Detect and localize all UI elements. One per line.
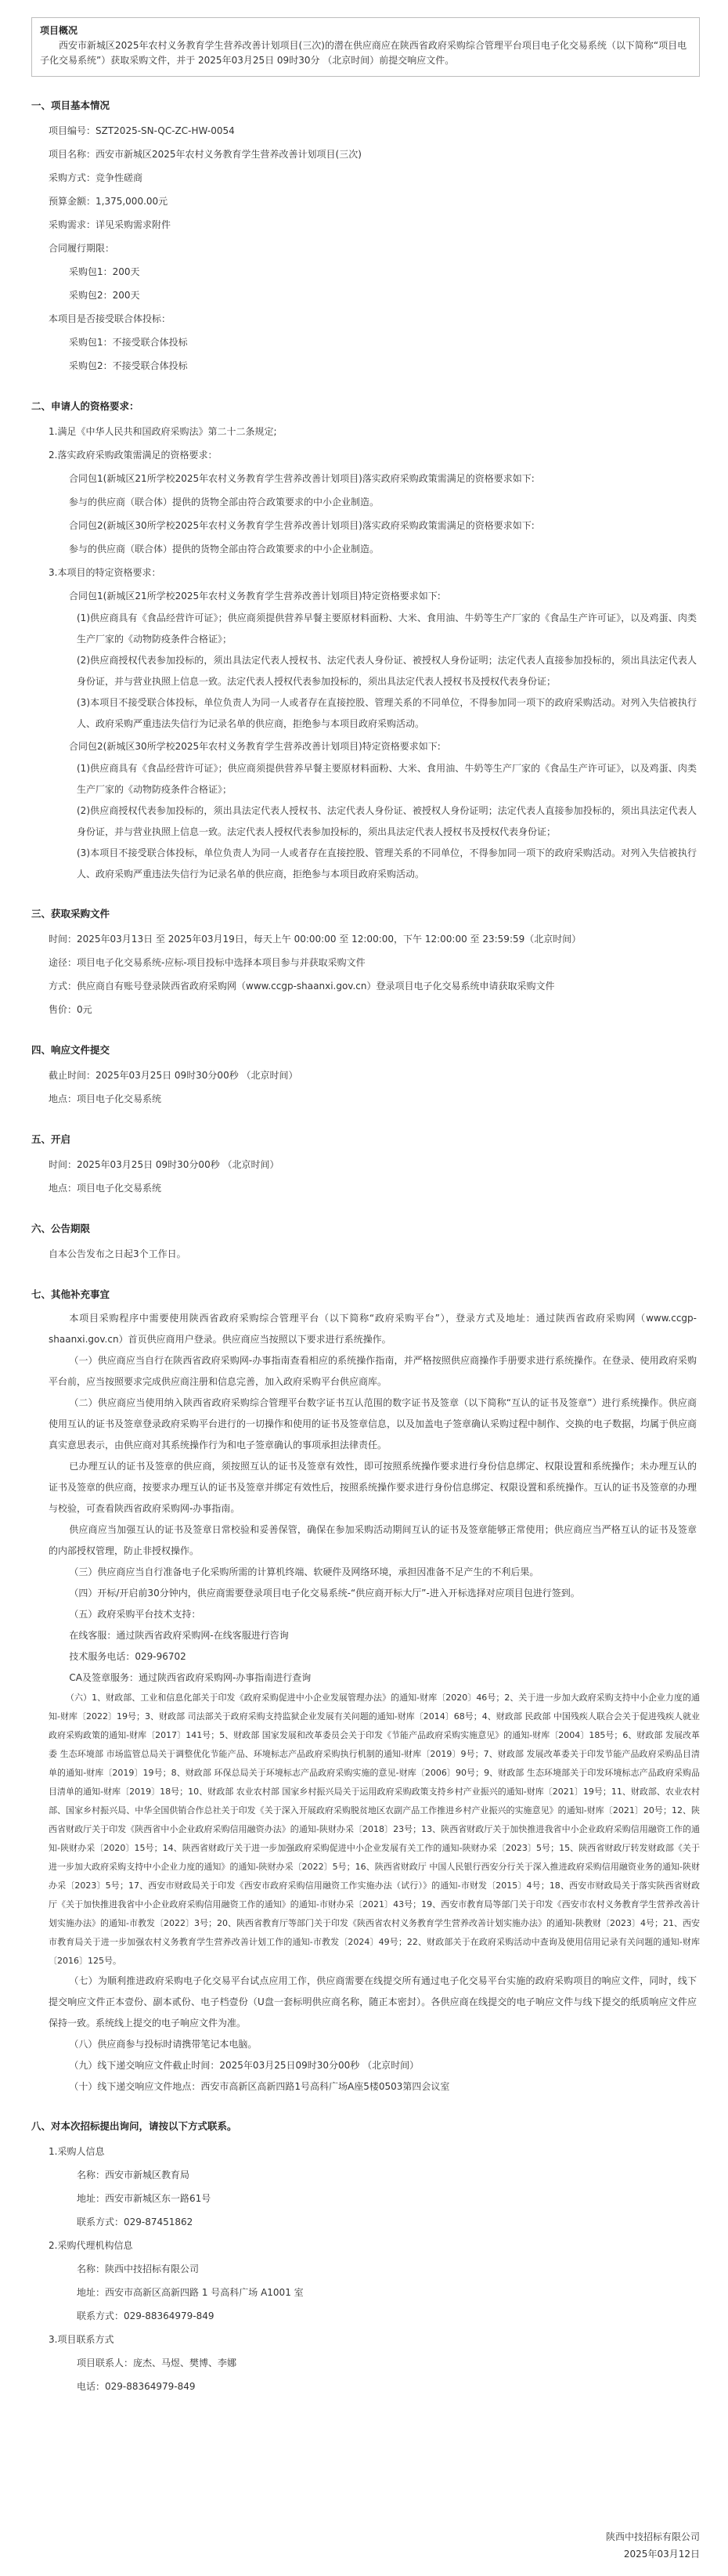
qualification-3: 3.本项目的特定资格要求：: [49, 567, 161, 578]
buyer-info-title: 1.采购人信息: [49, 2146, 105, 2157]
special-package-2-item-2: (2)供应商授权代表参加投标的，须出具法定代表人授权书、法定代表人身份证、被授权人身份证明；法定代表人直接参加投标的，须出具法定代表人身份证，并与营业执照上信息一致。法定代表人授权代表参加投标的，须出具法定代表人授权书及授权代表身份证；: [77, 805, 697, 837]
buyer-name: 名称：西安市新城区教育局: [77, 2170, 190, 2180]
section-basic-info-title: 一、项目基本情况: [31, 99, 110, 111]
special-package-1: 合同包1(新城区21所学校2025年农村义务教育学生营养改善计划项目)特定资格要求如下:: [69, 591, 441, 602]
obtain-price: 售价：0元: [49, 1004, 92, 1015]
agent-name: 名称：陕西中技招标有限公司: [77, 2263, 200, 2274]
opening-place: 地点：项目电子化交易系统: [49, 1183, 162, 1194]
policy-package-1-detail: 参与的供应商（联合体）提供的货物全部由符合政策要求的中小企业制造。: [69, 497, 380, 508]
special-package-2-item-1: (1)供应商具有《食品经营许可证》；供应商须提供营养早餐主要原材料面粉、大米、食用油、牛奶等生产厂家的《食品生产许可证》，以及鸡蛋、肉类生产厂家的《动物防疫条件合格证》；: [77, 763, 697, 795]
signature-org: 陕西中技招标有限公司: [605, 2531, 700, 2542]
supplementary-p10: （七）为顺利推进政府采购电子化交易平台试点应用工作，供应商需要在线提交所有通过电子化交易平台实施的政府采购项目的响应文件，同时，线下提交响应文件正本壹份、副本贰份、电子档壹份（U盘一套标明供应商名称，随正本密封）。各供应商在线提交的电子响应文件与线下提交的纸质响应文件应保持一致。系统线上提交的电子响应文件为准。: [49, 1975, 697, 2029]
project-contact-title: 3.项目联系方式: [49, 2334, 114, 2345]
agent-info-title: 2.采购代理机构信息: [49, 2240, 133, 2251]
contract-package-1: 采购包1：200天: [69, 266, 140, 277]
supplementary-p13: （十）线下递交响应文件地点：西安市高新区高新四路1号高科广场A座5楼0503第四会议室: [69, 2081, 450, 2092]
supplementary-p4: 已办理互认的证书及签章的供应商，须按照互认的证书及签章有效性，即可按照系统操作要求进行身份信息绑定、权限设置和系统操作；未办理互认的证书及签章的供应商，按要求办理互认的证书及签章并绑定有效性后，按照系统操作要求进行身份信息绑定、权限设置和系统操作。互认的证书及签章的办理与校验，可查看陕西省政府采购网-办事指南。: [49, 1461, 697, 1514]
obtain-time: 时间：2025年03月13日 至 2025年03月19日，每天上午 00:00:00 至 12:00:00，下午 12:00:00 至 23:59:59（北京时间）: [49, 934, 582, 945]
qualification-2: 2.落实政府采购政策需满足的资格要求：: [49, 450, 218, 461]
supplementary-p8: （五）政府采购平台技术支持：: [69, 1609, 201, 1620]
supplementary-p1: 本项目采购程序中需要使用陕西省政府采购综合管理平台（以下简称“政府采购平台”），登录方式及地址：通过陕西省政府采购网（www.ccgp-shaanxi.gov.cn）首页供应商用户登录。供应商应当按照以下要求进行系统操作。: [49, 1313, 697, 1345]
section-qualification-title: 二、申请人的资格要求：: [31, 400, 139, 412]
section-contact-title: 八、对本次招标提出询问，请按以下方式联系。: [31, 2120, 237, 2132]
buyer-phone: 联系方式：029-87451862: [77, 2217, 193, 2227]
supplementary-p6: （三）供应商应当自行准备电子化采购所需的计算机终端、软硬件及网络环境，承担因准备不足产生的不利后果。: [69, 1566, 539, 1577]
project-overview-box: [31, 17, 700, 77]
policy-package-2-detail: 参与的供应商（联合体）提供的货物全部由符合政策要求的中小企业制造。: [69, 544, 380, 555]
agent-address: 地址：西安市高新区高新四路 1 号高科广场 A1001 室: [77, 2287, 304, 2298]
supplementary-p3: （二）供应商应当使用纳入陕西省政府采购综合管理平台数字证书互认范围的数字证书及签章（以下简称“互认的证书及签章”）进行系统操作。供应商使用互认的证书及签章登录政府采购平台进行的一切操作和使用的证书及签章信息，以及加盖电子签章确认采购过程中制作、交换的电子数据，均属于供应商真实意思表示，由供应商对其系统操作行为和电子签章确认的事项承担法律责任。: [49, 1397, 697, 1451]
consortium-package-2: 采购包2：不接受联合体投标: [69, 360, 188, 371]
obtain-route: 途径：项目电子化交易系统-应标-项目投标中选择本项目参与并获取采购文件: [49, 957, 366, 968]
obtain-method: 方式：供应商自有账号登录陕西省政府采购网（www.ccgp-shaanxi.gov.cn）登录项目电子化交易系统申请获取采购文件: [49, 981, 555, 992]
tech-support-ca: CA及签章服务：通过陕西省政府采购网-办事指南进行查询: [69, 1672, 312, 1683]
qualification-1: 1.满足《中华人民共和国政府采购法》第二十二条规定;: [49, 426, 277, 437]
special-package-1-item-1: (1)供应商具有《食品经营许可证》；供应商须提供营养早餐主要原材料面粉、大米、食用油、牛奶等生产厂家的《食品生产许可证》，以及鸡蛋、肉类生产厂家的《动物防疫条件合格证》；: [77, 612, 697, 645]
notice-period-text: 自本公告发布之日起3个工作日。: [49, 1248, 186, 1259]
supplementary-p5: 供应商应当加强互认的证书及签章日常校验和妥善保管，确保在参加采购活动期间互认的证书及签章能够正常使用；供应商应当严格互认的证书及签章的内部授权管理，防止非授权操作。: [49, 1524, 697, 1556]
project-contact-phone: 电话：029-88364979-849: [77, 2381, 196, 2392]
contract-period-label: 合同履行期限：: [49, 243, 115, 254]
project-contact-names: 项目联系人：庞杰、马煜、樊博、李娜: [77, 2357, 237, 2368]
section-opening-title: 五、开启: [31, 1133, 71, 1145]
project-name: 项目名称：西安市新城区2025年农村义务教育学生营养改善计划项目(三次): [49, 149, 362, 160]
section-supplementary-title: 七、其他补充事宜: [31, 1288, 110, 1300]
consortium-label: 本项目是否接受联合体投标：: [49, 313, 171, 324]
section-submission-title: 四、响应文件提交: [31, 1044, 110, 1056]
signature-block: [606, 2528, 700, 2563]
supplementary-p11: （八）供应商参与投标时请携带笔记本电脑。: [69, 2039, 258, 2050]
overview-title: 项目概况: [40, 25, 78, 36]
budget-amount: 预算金额：1,375,000.00元: [49, 196, 168, 207]
policy-references: （六）1、财政部、工业和信息化部关于印发《政府采购促进中小企业发展管理办法》的通知-财库〔2020〕46号；2、关于进一步加大政府采购支持中小企业力度的通知-财库〔2022〕19号；3、财政部 司法部关于政府采购支持监狱企业发展有关问题的通知-财库〔2014〕68号；4、财政部 民政部 中国残疾人联合会关于促进残疾人就业政府采购政策的通知-财库〔2017〕141号；5、财政部 国家发展和改革委员会关于印发《节能产品政府采购实施意见》的通知-财库〔2004〕185号；6、财政部 发展改革委 生态环境部 市场监管总局关于调整优化节能产品、环境标志产品政府采购执行机制的通知-财库〔2019〕9号；7、财政部 发展改革委关于印发节能产品政府采购品目清单的通知-财库〔2019〕19号；8、财政部 环保总局关于环境标志产品政府采购实施的意见-财库〔2006〕90号；9、财政部 生态环境部关于印发环境标志产品政府采购品目清单的通知-财库〔2019〕18号；10、财政部 农业农村部 国家乡村振兴局关于运用政府采购政策支持乡村产业振兴的通知-财库〔2021〕19号；11、财政部、农业农村部、国家乡村振兴局、中华全国供销合作总社关于印发《关于深入开展政府采购脱贫地区农副产品工作推进乡村产业振兴的实施意见》的通知-财库〔2021〕20号；12、陕西省财政厅关于印发《陕西省中小企业政府采购信用融资办法》的通知-陕财办采〔2018〕23号；13、陕西省财政厅关于加快推进我省中小企业政府采购信用融资工作的通知-陕财办采〔2020〕15号；14、陕西省财政厅关于进一步加强政府采购促进中小企业发展有关工作的通知-陕财办采〔2023〕5号；15、陕西省财政厅转发财政部《关于进一步加大政府采购支持中小企业力度的通知》的通知-陕财办采〔2022〕5号；16、陕西省财政厅 中国人民银行西安分行关于深入推进政府采购信用融资业务的通知-陕财办采〔2023〕5号；17、西安市财政局关于印发《西安市政府采购信用融资工作实施办法（试行）》的通知-市财发〔2015〕4号；18、西安市财政局关于落实陕西省财政厅《关于加快推进我省中小企业政府采购信用融资工作的通知》的通知-市财办采〔2021〕43号；19、西安市教育局等部门关于印发《西安市农村义务教育学生营养改善计划实施办法》的通知-市教发〔2022〕3号；20、陕西省教育厅等部门关于印发《陕西省农村义务教育学生营养改善计划实施办法》的通知-陕教财〔2023〕4号；21、西安市教育局关于进一步加强农村义务教育学生营养改善计划工作的通知-市教发〔2024〕49号；22、财政部关于在政府采购活动中查询及使用信用记录有关问题的通知-财库〔2016〕125号。: [49, 1693, 700, 1966]
project-number: 项目编号：SZT2025-SN-QC-ZC-HW-0054: [49, 125, 235, 136]
special-package-1-item-3: (3)本项目不接受联合体投标，单位负责人为同一人或者存在直接控股、管理关系的不同单位，不得参加同一项下的政府采购活动。对列入失信被执行人、政府采购严重违法失信行为记录名单的供应商，拒绝参与本项目政府采购活动。: [77, 697, 697, 729]
submission-deadline: 截止时间：2025年03月25日 09时30分00秒 （北京时间）: [49, 1070, 298, 1081]
tech-support-phone: 技术服务电话：029-96702: [69, 1651, 186, 1662]
supplementary-p7: （四）开标/开启前30分钟内，供应商需要登录项目电子化交易系统-“供应商开标大厅”-进入开标选择对应项目包进行签到。: [69, 1588, 580, 1599]
special-package-1-item-2: (2)供应商授权代表参加投标的，须出具法定代表人授权书、法定代表人身份证、被授权人身份证明；法定代表人直接参加投标的，须出具法定代表人身份证，并与营业执照上信息一致。法定代表人授权代表参加投标的，须出具法定代表人授权书及授权代表身份证；: [77, 655, 697, 687]
tech-support-online: 在线客服：通过陕西省政府采购网-在线客服进行咨询: [69, 1630, 289, 1641]
submission-place: 地点：项目电子化交易系统: [49, 1093, 162, 1104]
consortium-package-1: 采购包1：不接受联合体投标: [69, 337, 188, 348]
agent-phone: 联系方式：029-88364979-849: [77, 2310, 214, 2321]
procurement-method: 采购方式：竞争性磋商: [49, 172, 143, 183]
special-package-2-item-3: (3)本项目不接受联合体投标，单位负责人为同一人或者存在直接控股、管理关系的不同单位，不得参加同一项下的政府采购活动。对列入失信被执行人、政府采购严重违法失信行为记录名单的供应商，拒绝参与本项目政府采购活动。: [77, 847, 697, 880]
policy-package-2: 合同包2(新城区30所学校2025年农村义务教育学生营养改善计划项目)落实政府采购政策需满足的资格要求如下:: [69, 520, 535, 531]
special-package-2: 合同包2(新城区30所学校2025年农村义务教育学生营养改善计划项目)特定资格要求如下:: [69, 741, 441, 752]
section-notice-period-title: 六、公告期限: [31, 1223, 91, 1234]
signature-date: 2025年03月12日: [623, 2549, 700, 2560]
buyer-address: 地址：西安市新城区东一路61号: [77, 2193, 211, 2204]
contract-package-2: 采购包2：200天: [69, 290, 140, 301]
overview-text: 西安市新城区2025年农村义务教育学生营养改善计划项目(三次)的潜在供应商应在陕西省政府采购综合管理平台项目电子化交易系统（以下简称“项目电子化交易系统”）获取采购文件，并于 2025年03月25日 09时30分 （北京时间）前提交响应文件。: [40, 40, 687, 66]
supplementary-p2: （一）供应商应当自行在陕西省政府采购网-办事指南查看相应的系统操作指南，并严格按照供应商操作手册要求进行系统操作。在登录、使用政府采购平台前，应当按照要求完成供应商注册和信息完善，加入政府采购平台供应商库。: [49, 1355, 697, 1387]
section-obtain-docs-title: 三、获取采购文件: [31, 908, 110, 919]
policy-package-1: 合同包1(新城区21所学校2025年农村义务教育学生营养改善计划项目)落实政府采购政策需满足的资格要求如下:: [69, 473, 535, 484]
supplementary-p12: （九）线下递交响应文件截止时间：2025年03月25日09时30分00秒 （北京时间）: [69, 2060, 420, 2071]
opening-time: 时间：2025年03月25日 09时30分00秒 （北京时间）: [49, 1159, 279, 1170]
procurement-requirement: 采购需求：详见采购需求附件: [49, 219, 171, 230]
